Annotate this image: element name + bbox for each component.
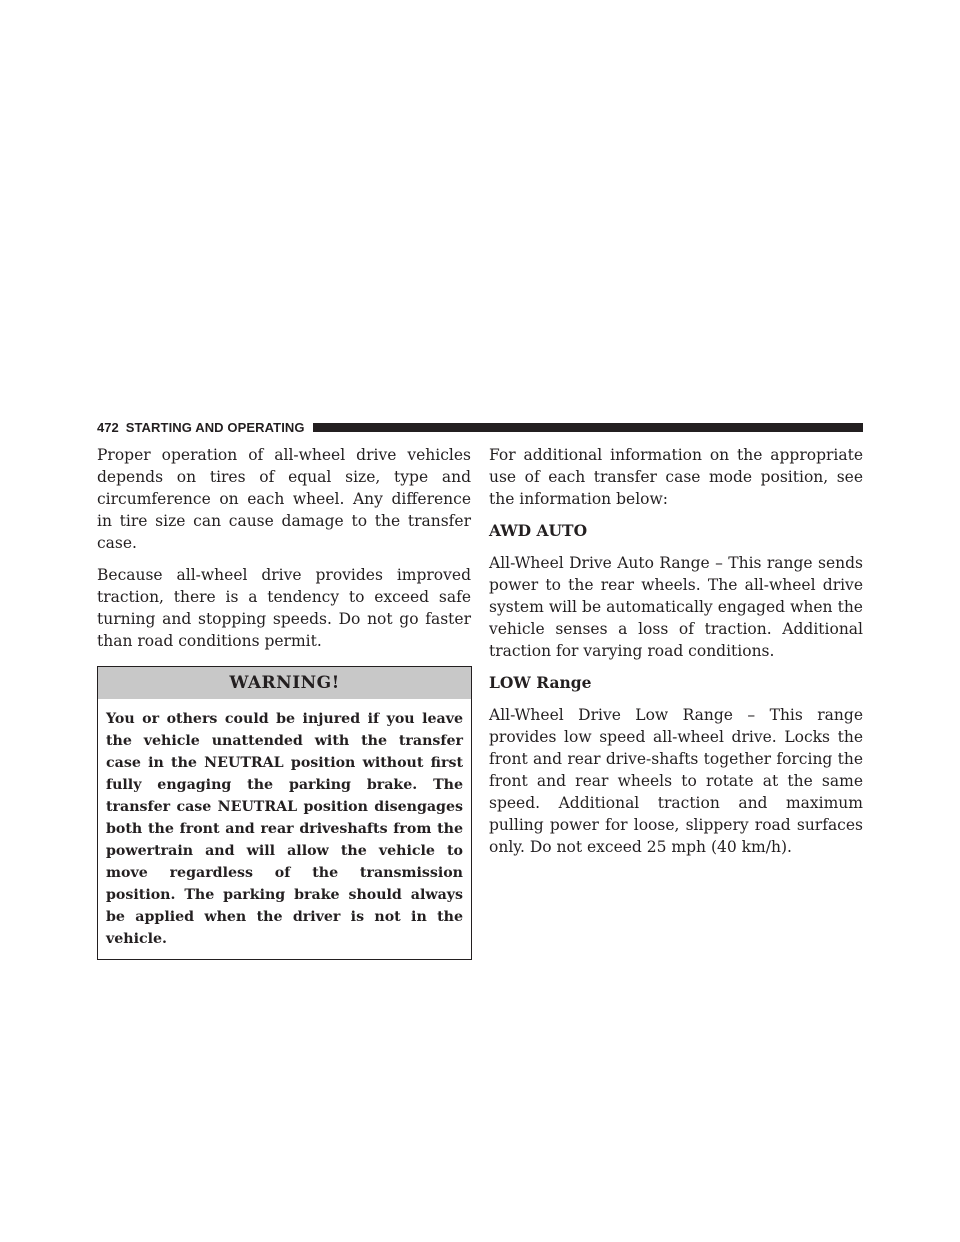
section-title: STARTING AND OPERATING (125, 419, 305, 435)
page-header (97, 419, 863, 435)
warning-title: WARNING! (98, 667, 471, 699)
header-rule (313, 423, 863, 432)
warning-box (97, 666, 472, 960)
paragraph-low-range: All-Wheel Drive Low Range – This range provides low speed all-wheel drive. Locks the front and rear drive-shafts together forcing the front and rear wheels to rotate at the same speed. Additional traction and maximum pulling power for loose, slippery road surfaces only. Do not exceed 25 mph (40 km/h). (489, 706, 863, 856)
warning-text: You or others could be injured if you leave the vehicle unattended with the transfer case in the NEUTRAL position without first fully engaging the parking brake. The transfer case NEUTRAL position disengages both the front and rear driveshafts from the powertrain and will allow the vehicle to move regardless of the transmission position. The parking brake should always be applied when the driver is not in the vehicle. (106, 711, 463, 947)
heading-awd-auto: AWD AUTO (489, 521, 588, 540)
paragraph-intro: For additional information on the appropriate use of each transfer case mode position, see the information below: (489, 446, 863, 508)
heading-low-range: LOW Range (489, 673, 592, 692)
paragraph-traction: Because all-wheel drive provides improved traction, there is a tendency to exceed safe turning and stopping speeds. Do not go faster than road conditions permit. (97, 566, 471, 650)
paragraph-awd-auto: All-Wheel Drive Auto Range – This range sends power to the rear wheels. The all-wheel drive system will be automatically engaged when the vehicle senses a loss of traction. Additional traction for varying road conditions. (489, 554, 863, 660)
right-column (489, 444, 863, 868)
page-number: 472 (97, 419, 119, 435)
paragraph-tire-size: Proper operation of all-wheel drive vehicles depends on tires of equal size, type and circumference on each wheel. Any difference in tire size can cause damage to the transfer case. (97, 446, 471, 552)
left-column (97, 444, 471, 960)
